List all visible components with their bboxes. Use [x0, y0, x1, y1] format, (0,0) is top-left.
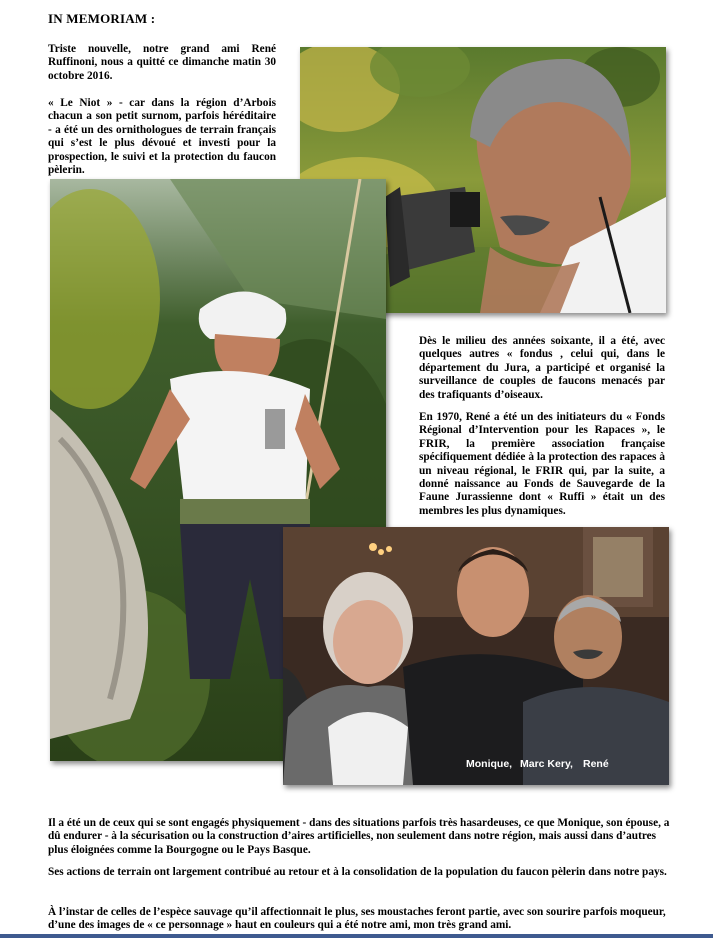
- closing-paragraph: À l’instar de celles de l’espèce sauvage qu’il affectionnait le plus, ses moustaches feront partie, avec son sourire parfois moqueur, d’une des images de « ce personnage » haut en couleurs qui a été notre ami, mon très grand ami.: [48, 906, 666, 932]
- bottom-rule: [0, 934, 713, 938]
- frir-paragraph: En 1970, René a été un des initiateurs du « Fonds Régional d’Intervention pour les Rapaces », le FRIR, la première association française spécifiquement dédiée à la protection des rapaces à un niveau régional, le FRIR qui, par la suite, a donné naissance au Fonds de Sauvegarde de la Faune Jurassienne dont « Ruffi » était un des membres les plus dynamiques.: [419, 411, 665, 517]
- page-title: IN MEMORIAM :: [48, 11, 156, 26]
- engagement-paragraph: Il a été un de ceux qui se sont engagés physiquement - dans des situations parfois très hasardeuses, ce que Monique, son épouse, a dû endurer - à la sécurisation ou la construction d’aires artificielles, non seulement dans notre région, mais aussi dans d’autres plus éloignées comme la Bourgogne ou le Pays Basque.: [48, 817, 670, 856]
- intro-paragraph: Triste nouvelle, notre grand ami René Ruffinoni, nous a quitté ce dimanche matin 30 octobre 2016.: [48, 43, 276, 82]
- photo-group-portrait: [283, 527, 669, 785]
- caption-rene: René: [583, 758, 609, 770]
- caption-marc-kery: Marc Kery,: [520, 758, 573, 770]
- actions-paragraph: Ses actions de terrain ont largement contribué au retour et à la consolidation de la population du faucon pèlerin dans notre pays.: [48, 866, 667, 878]
- niot-paragraph: « Le Niot » - car dans la région d’Arbois chacun a son petit surnom, parfois héréditaire - a été un des ornithologues de terrain français qui s’est le plus dévoué et investi pour la prospection, le suivi et la protection du faucon pèlerin.: [48, 97, 276, 177]
- caption-monique: Monique,: [466, 758, 513, 770]
- sixties-paragraph: Dès le milieu des années soixante, il a été, avec quelques autres « fondus , celui qui, dans le département du Jura, a participé et organisé la surveillance de couples de faucons menacés par des trafiquants d’oiseaux.: [419, 335, 665, 401]
